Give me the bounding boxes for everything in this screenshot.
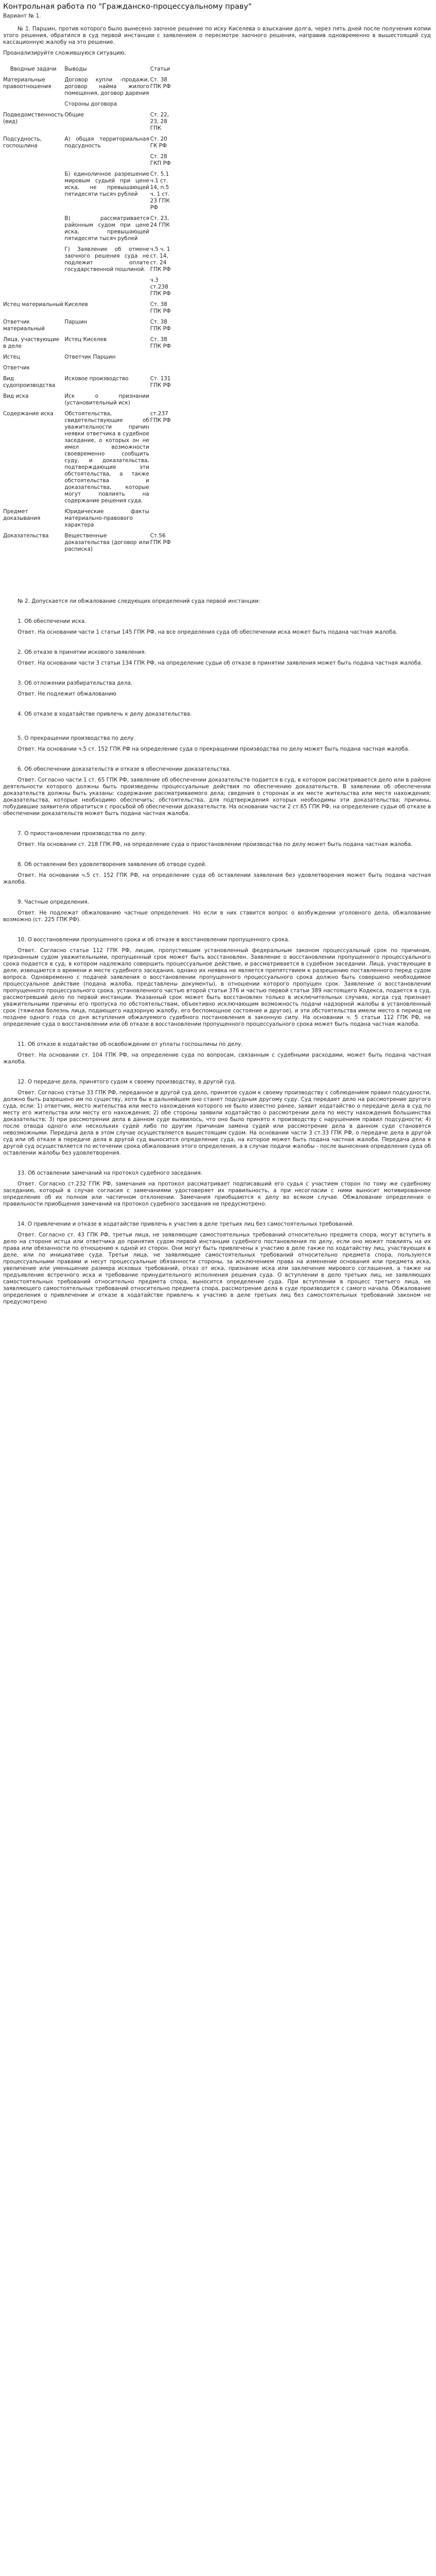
answer-text: Ответ. Не подлежит обжалованию [18,691,117,697]
table-row [3,112,173,132]
table-row [3,336,173,350]
table-header: Статьи [150,66,170,72]
table-header: Выводы [64,66,87,72]
row-value: Б) единоличное разрешение мировым судьей при цене иска, не превышающей пятидесяти тысяч рублей [64,171,149,197]
table-row [3,411,173,504]
row-label [3,277,64,297]
row-value: Исковое производство [64,376,129,382]
document-title: Контрольная работа по "Гражданско-процессуальному праву" [3,3,252,11]
row-value: Обстоятельства, свидетельствующие об уважительности причин неявки ответчика в судебное заседание, о которых он не имел возможности своевременно сообщить суду, и доказательства, подтверждающие эти обстоятельства, а также обстоятельства и доказательства, которые могут повлиять на содержание решения суда. [64,411,149,504]
question-item: 9. Частные определения. [18,899,90,905]
question-item: 1. Об обеспечении иска. [18,618,86,624]
table-row [3,154,173,167]
row-article [150,509,173,529]
row-article: ч.5 ч. 1 ст. 14, ст. 24 ГПК РФ [150,246,171,273]
question-item: 4. Об отказе в ходатайстве привлечь к делу доказательства. [18,711,192,717]
row-label: Подведомственность (вид) [3,112,64,125]
answer-text: Ответ. На основании ст. 104 ГПК РФ, на определение суда по вопросам, связанным с судебными расходами, может быть подана частная жалоба. [3,1052,431,1065]
row-article [150,101,173,108]
answer-text: Ответ. Согласно ст.232 ГПК РФ, замечания на протокол рассматривает подписавший его судья с участием сторон по тому же судебному заседанию, который в случае согласия с замечаниями удостоверяет их правильность, а при несогласии с ними выносит мотивированное определение об их полном или частичном отклонении. Замечания приобщаются к делу во всяком случае. Обжалование определения о правильности приобщения замечаний на протокол судебного заседания не предусмотрено. [3,1181,431,1207]
row-value: Вещественные доказательства (договор или расписка) [64,533,149,552]
question-item: 8. Об оставлении без удовлетворения заявления об отводе судей. [18,861,207,868]
row-value: Паршин [64,319,88,325]
row-article: ч.3 ст.238 ГПК РФ [150,277,171,297]
row-value: Договор купли -продажи, договор найма жилого помещения, договор дарения [64,77,149,96]
row-value: Стороны договора [64,101,117,107]
row-label [3,154,64,167]
table-row [3,509,173,529]
row-value [64,277,150,297]
row-article [150,354,173,361]
row-value: Истец Киселев [64,336,107,343]
answer-text: Ответ. Согласно ст. 43 ГПК РФ, третьи лица, не заявляющие самостоятельных требований относительно предмета спора, могут вступить в дело на стороне истца или ответчика до принятия судом первой инстанции судебного постановления по делу, если оно может повлиять на их права или обязанности по отношению к одной из сторон. Они могут быть привлечены к участию в деле также по ходатайству лиц, участвующих в деле, или по инициативе суда. Третьи лица, не заявляющие самостоятельных требований относительно предмета спора, пользуются процессуальными правами и несут процессуальные обязанности стороны, за исключением права на изменение основания или предмета иска, увеличение или уменьшение размера исковых требований, отказ от иска, признание иска или заключение мирового соглашения, а также на предъявление встречного иска и требование принудительного исполнения решения суда. О вступлении в дело третьих лиц, не заявляющих самостоятельных требований относительно предмета спора, выносится определение суда. При вступлении в процесс третьего лица, не заявляющего самостоятельных требований относительно предмета спора, рассмотрение дела в суде производится с самого начала. Обжалование определения о привлечении и отказе в ходатайстве привлечь к участию в деле третьих лиц без самостоятельных требований законом не предусмотрено [3,1232,431,1305]
table-row [3,215,173,242]
row-value: Ответчик Паршин [64,354,116,360]
question-item: 11. Об отказе в ходатайстве об освобождении от уплаты госпошлины по делу. [18,1041,243,1047]
row-label [3,101,64,108]
row-label: Предмет доказывания [3,509,41,521]
table-row [3,171,173,211]
row-label: Доказательства [3,533,49,539]
question-item: 14. О привлечении и отказе в ходатайстве привлечь к участию в деле третьих лиц без самостоятельных требований. [18,1221,354,1227]
table-header: Вводные задачи [10,66,57,72]
row-article: Ст.56 ГПК РФ [150,533,171,546]
row-value: Иск о признании (установительный иск) [64,393,149,406]
row-label: Истец материальный [3,301,64,308]
row-label: Содержание иска [3,411,54,417]
row-article: Ст. 20 ГК РФ [150,136,167,149]
row-value: Юридические факты материально-правового характера [64,509,149,528]
task1-heading: № 1. Паршин, против которого было вынесено заочное решение по иску Киселева о взыскании долга, через пять дней после получения копии этого решения, обратился в суд первой инстанции с заявлением о пересмотре заочного решения, направив одновременно в вышестоящий суд кассационную жалобу на это решение. [3,26,431,45]
row-article: Ст. 131 ГПК РФ [150,376,171,388]
question-item: 7. О приостановлении производства по делу. [18,831,147,837]
task2-list [3,618,431,1319]
row-label [3,246,64,273]
row-label: Ответчик [3,365,30,371]
table-row [3,354,173,361]
table-row [3,277,173,297]
row-label: Лица, участвующие в деле [3,336,59,349]
table-row [3,101,173,108]
row-value: Г) Заявление об отмене заочного решения суда не подлежит оплате государственной пошлиной. [64,246,149,273]
row-label: Подсудность, госпошлина [3,136,42,149]
table-row [3,246,173,273]
row-article: Ст. 38 ГПК РФ [150,336,171,349]
answer-text: Ответ. На основании ст. 218 ГПК РФ, на определение суда о приостановлении производства по делу может быть подана частная жалоба. [18,841,413,848]
row-label [3,215,64,242]
row-label: Вид судопроизводства [3,376,56,388]
question-item: 6. Об обеспечении доказательств и отказе в обеспечении доказательства. [18,766,231,772]
table-row [3,319,173,332]
row-article: Ст. 28 ГКП РФ [150,154,171,166]
answer-text: Ответ. На основании ч.5 ст. 152 ГПК РФ на определение суда о прекращении производства по делу может быть подана частная жалоба. [18,746,410,752]
row-article: Ст. 22, 23, 28 ГПК [150,112,169,131]
question-item: 12. О передаче дела, принятого судом к своему производству, в другой суд. [18,1079,236,1085]
row-value: Киселев [64,301,88,308]
answer-text: Ответ. На основании части 3 статьи 134 ГПК РФ, на определение судьи об отказе в принятии заявления может быть подана частная жалоба. [18,660,423,666]
table-header-row [3,66,173,73]
table-row [3,376,173,389]
row-value: Общие [64,112,84,118]
answer-text: Ответ. На основании части 1 статьи 145 ГПК РФ, на все определения суда об обеспечении иска может быть подана частная жалоба. [18,629,398,635]
row-label: Ответчик материальный [3,319,45,332]
answer-text: Ответ. Согласно части 1 ст. 65 ГПК РФ, заявление об обеспечении доказательств подается в суд, в котором рассматривается дело или в районе деятельности которого должны быть произведены процессуальные действия по обеспечению доказательств. В заявлении об обеспечении доказательств должны быть указаны: содержание рассматриваемого дела; сведения о сторонах и их месте жительства или месте нахождения; доказательства, которые необходимо обеспечить; обстоятельства, для подтверждения которых необходимы эти доказательства; причины, побудившие заявителя обратиться с просьбой об обеспечении доказательств. На основании части 2 ст.65 ГПК РФ, на определение судьи об отказе в обеспечении доказательств может быть подана частная жалоба. [3,777,431,817]
answer-text: Ответ. Согласно статье 33 ГПК РФ, переданное в другой суд дело, принятое судом к своему производству с соблюдением правил подсудности, должно быть разрешено им по существу, хотя бы в дальнейшем оно станет подсудным другому суду. Суд передает дело на рассмотрение другого суда, если: 1) ответчик, место жительства или место нахождения которого не было известно ранее, заявит ходатайство о передаче дела в суд по месту его жительства или месту его нахождения; 2) обе стороны заявили ходатайство о рассмотрении дела по месту нахождения большинства доказательств; 3) при рассмотрении дела в данном суде выявилось, что оно было принято к производству с нарушением правил подсудности; 4) после отвода одного или нескольких судей либо по другим причинам замена судей или рассмотрение дела в данном суде становятся невозможными. Передача дела в этом случае осуществляется вышестоящим судом. На основании части 3 ст.33 ГПК РФ, о передаче дела в другой суд или об отказе в передаче дела в другой суд выносится определение суда, на которое может быть подана частная жалоба. Передача дела в другой суд осуществляется по истечении срока обжалования этого определения, а в случае подачи жалобы - после вынесения определения суда об оставлении жалобы без удовлетворения. [3,1090,431,1156]
analysis-table [3,66,173,557]
question-item: 2. Об отказе в принятии искового заявления. [18,649,146,655]
variant-label: Вариант № 1. [3,13,41,19]
row-article: Ст. 38 ГПК РФ [150,319,171,332]
answer-text: Ответ. Согласно статье 112 ГПК РФ, лицам, пропустившим установленный федеральным законом процессуальный срок по причинам, признанным судом уважительными, пропущенный срок может быть восстановлен. Заявление о восстановлении пропущенного процессуального срока подается в суд, в котором надлежало совершить процессуальное действие, и рассматривается в судебном заседании. Лица, участвующие в деле, извещаются о времени и месте судебного заседания, однако их неявка не является препятствием к разрешению поставленного перед судом вопроса. Одновременно с подачей заявления о восстановлении пропущенного процессуального срока должно быть совершено необходимое процессуальное действие (подана жалоба, представлены документы), в отношении которого пропущен срок. Заявление о восстановлении пропущенного процессуального срока, установленного частью второй статьи 376 и частью первой статьи 389 настоящего Кодекса, подается в суд, рассмотревший дело по первой инстанции. Указанный срок может быть восстановлен только в исключительных случаях, когда суд признает уважительными причины его пропуска по обстоятельствам, объективно исключающим возможность подачи надзорной жалобы в установленный срок (тяжелая болезнь лица, подающего надзорную жалобу, его беспомощное состояние и другое), и эти обстоятельства имели место в период не позднее одного года со дня вступления обжалуемого судебного постановления в законную силу. На основании ч. 5 статьи 112 ГПК РФ, на определение суда о восстановлении или об отказе в восстановлении пропущенного процессуального срока может быть подана частная жалоба. [3,947,431,1027]
row-label: Материальные правоотношения [3,77,51,90]
question-item: 3. Об отложении разбирательства дела. [18,680,133,686]
question-item: 10. О восстановлении пропущенного срока и об отказе в восстановлении пропущенного срока. [18,937,290,943]
row-value [64,365,150,371]
task2-heading: № 2. Допускается ли обжалование следующих определений суда первой инстанции: [18,598,260,604]
row-article: Ст. 5.1 ч.1 ст. 14, п.5 ч. 1 ст. 23 ГПК РФ [150,171,170,211]
question-item: 5. О прекращении производства по делу. [18,735,135,741]
question-item: 13. Об оставлении замечаний на протокол судебного заседания. [18,1170,203,1176]
row-value: А) общая территориальная подсудность [64,136,149,149]
answer-text: Ответ. Не подлежат обжалованию частные определения. Но если в них ставится вопрос о возбуждении уголовного дела, обжалование возможно (ст. 225 ГПК РФ). [3,910,431,923]
table-row [3,301,173,315]
table-row [3,393,173,406]
answer-text: Ответ. На основании ч.5 ст. 152 ГПК РФ, на определение суда об оставлении заявления без удовлетворения может быть подана частная жалоба. [3,872,431,885]
row-article [150,365,173,371]
row-article: ст.237 ГПК РФ [150,411,171,423]
row-article [150,393,173,406]
row-label: Вид иска [3,393,29,399]
row-article: Ст. 23, 24 ГПК [150,215,170,228]
row-label: Истец [3,354,21,360]
table-row [3,136,173,149]
table-row [3,365,173,371]
task1-prompt: Проанализируйте сложившуюся ситуацию. [3,50,126,56]
row-value [64,154,150,167]
row-article: Ст. 38 ГПК РФ [150,301,171,314]
table-row [3,77,173,97]
table-row [3,533,173,553]
row-value: В) рассматривается районным судом при цене иска, превышающей пятидесяти тысяч рублей [64,215,149,242]
row-label [3,171,64,211]
row-article: Ст. 38 ГПК РФ [150,77,171,90]
